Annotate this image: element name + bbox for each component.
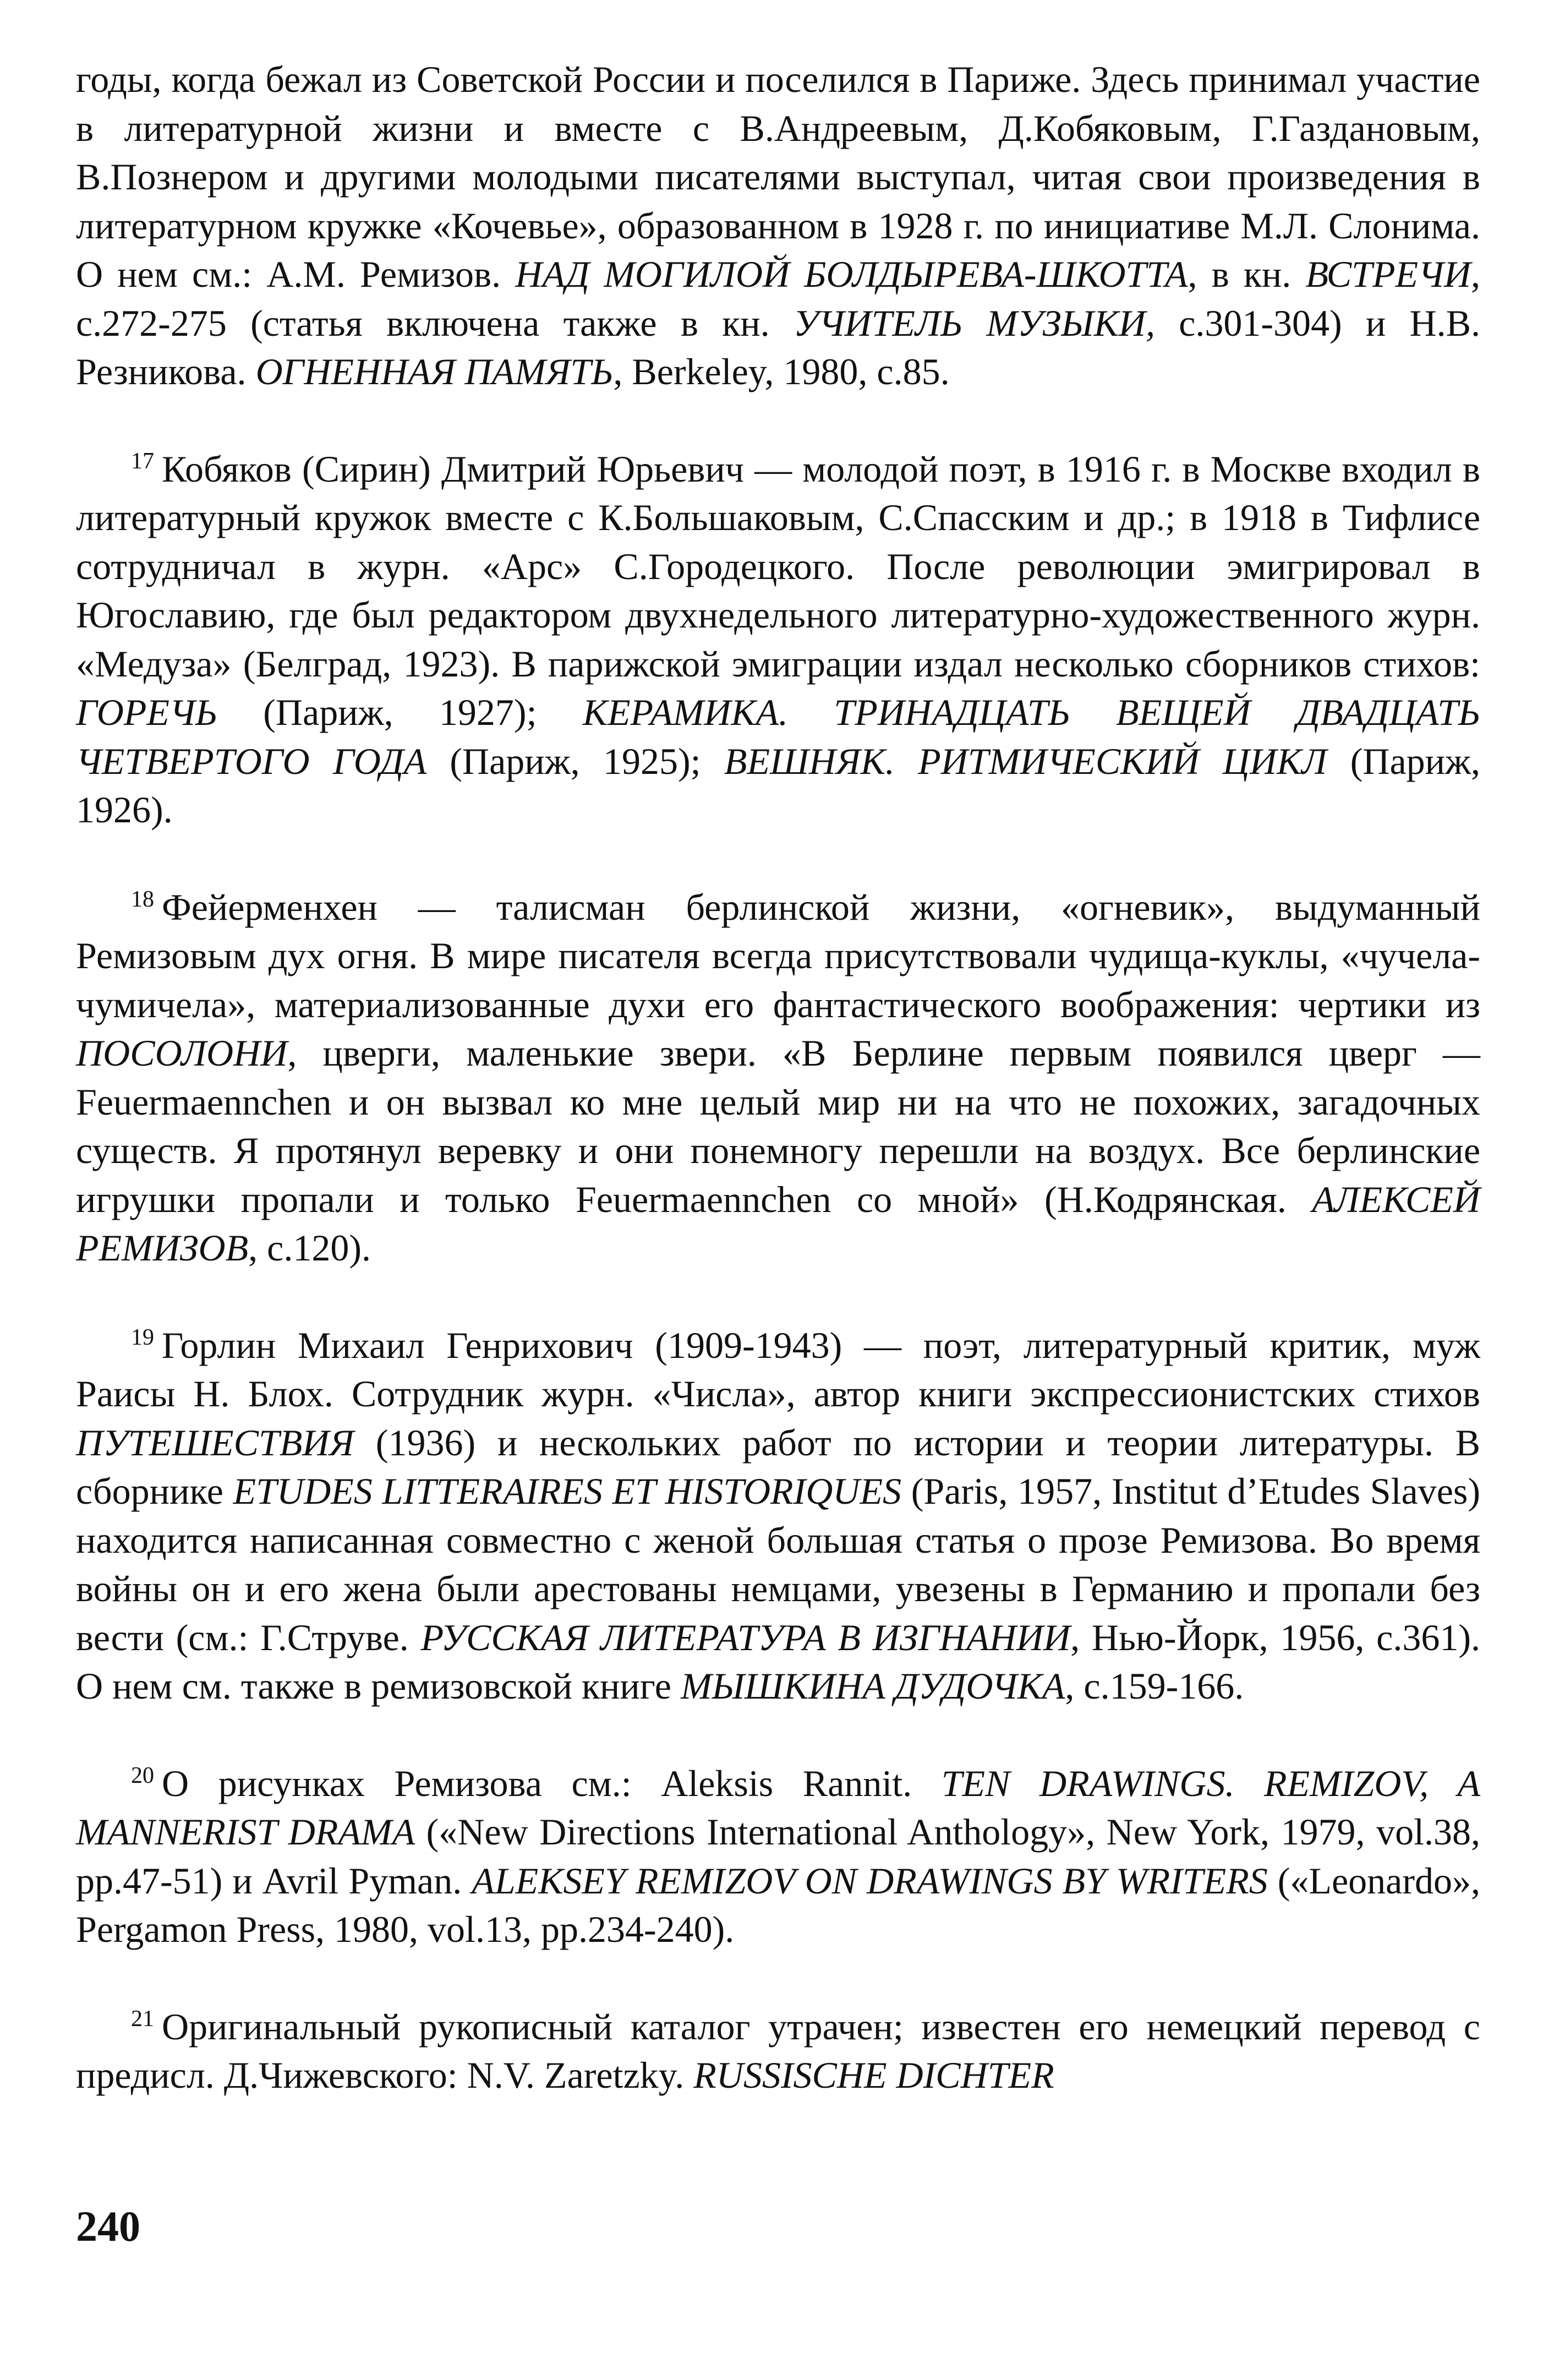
text-segment: , с.120).: [248, 1227, 371, 1269]
book-title: РУССКАЯ ЛИТЕРАТУРА В ИЗГНАНИИ: [420, 1616, 1071, 1658]
text-segment: (1936) и нескольких работ по истории и теории литературы. В сборнике: [76, 1421, 1480, 1512]
book-title: ВЕШНЯК. РИТМИЧЕСКИЙ ЦИКЛ: [724, 740, 1327, 782]
text-segment: Оригинальный рукописный каталог утрачен; известен его немецкий перевод с предисл. Д.Чижевского: N.V. Zaretzky.: [76, 2005, 1480, 2096]
book-title: RUSSISCHE DICHTER: [693, 2054, 1054, 2096]
text-segment: («New Directions International Anthology», New York, 1979, vol.38, pp.47-51) и Avril Pyman.: [76, 1811, 1480, 1902]
text-segment: с.301-304) и Н.В. Резникова.: [76, 302, 1481, 392]
text-segment: (Париж, 1925);: [426, 740, 724, 782]
book-title: АЛЕКСЕЙ РЕМИЗОВ: [76, 1178, 1480, 1269]
text-segment: О рисунках Ремизова см.: Aleksis Rannit.: [162, 1762, 942, 1804]
text-segment: годы, когда бежал из Советской России и поселился в Париже. Здесь принимал участие в литературной жизни и вместе с В.Андреевым, Д.Кобяковым, Г.Газдановым, В.Познером и другими молодыми писателями выступал, читая свои произведения в литературном кружке «Кочевье», образованном в 1928 г. по инициативе М.Л. Слонима. О нем см.: А.М. Ремизов.: [76, 58, 1480, 295]
footnote-number: 21: [131, 2006, 154, 2032]
footnote-19: [76, 1321, 1480, 1711]
book-title: МЫШКИНА ДУДОЧКА: [681, 1665, 1065, 1707]
footnote-number: 20: [131, 1762, 154, 1788]
page-number: 240: [76, 2202, 140, 2250]
footnote-number: 17: [131, 448, 154, 474]
book-title: ГОРЕЧЬ: [76, 691, 217, 733]
book-title: ETUDES LITTERAIRES ET HISTORIQUES: [233, 1470, 901, 1512]
text-segment: , цверги, маленькие звери. «В Берлине первым появился цверг — Feuermaennchen и он вызвал ко мне целый мир ни на что не похожих, загадочных существ. Я протянул веревку и они понемногу перешли на воздух. Все берлинские игрушки пропали и только Feuermaennchen со мной» (Н.Кодрянская.: [76, 1032, 1480, 1220]
text-segment: (Париж, 1927);: [217, 691, 583, 733]
book-title: УЧИТЕЛЬ МУЗЫКИ,: [793, 302, 1155, 344]
book-title: ПОСОЛОНИ: [76, 1032, 288, 1074]
footnote-20: [76, 1759, 1480, 1954]
text-segment: , Нью-Йорк, 1956, с.361). О нем см. также в ремизовской книге: [76, 1616, 1480, 1707]
footnote-17: [76, 445, 1480, 834]
book-title: TEN DRAWINGS. REMIZOV, A MANNERIST DRAMA: [76, 1762, 1481, 1853]
text-segment: («Leonardo», Pergamon Press, 1980, vol.13, pp.234-240).: [76, 1859, 1480, 1950]
footnote-continuation: [76, 55, 1480, 396]
footnote-number: 18: [131, 886, 154, 912]
page-text: [76, 55, 1480, 2100]
text-segment: (Париж, 1926).: [76, 740, 1481, 831]
text-segment: Кобяков (Сирин) Дмитрий Юрьевич — молодой поэт, в 1916 г. в Москве входил в литературный кружок вместе с К.Большаковым, С.Спасским и др.; в 1918 в Тифлисе сотрудничал в журн. «Арс» С.Городецкого. После революции эмигрировал в Югославию, где был редактором двухнедельного литературно-художественного журн. «Медуза» (Белград, 1923). В парижской эмиграции издал несколько сборников стихов:: [76, 447, 1480, 685]
footnote-18: [76, 883, 1480, 1273]
text-segment: , в кн.: [1188, 253, 1306, 295]
text-segment: , с.159-166.: [1065, 1665, 1244, 1707]
book-title: НАД МОГИЛОЙ БОЛДЫРЕВА-ШКОТТА: [515, 253, 1188, 295]
footnote-number: 19: [131, 1324, 154, 1350]
footnote-21: [76, 2002, 1480, 2100]
book-title: КЕРАМИКА. ТРИНАДЦАТЬ ВЕЩЕЙ ДВАДЦАТЬ ЧЕТВЕРТОГО ГОДА: [76, 691, 1480, 782]
book-title: ОГНЕННАЯ ПАМЯТЬ: [255, 351, 614, 392]
text-segment: , с.272-275 (статья включена также в кн.: [76, 253, 1480, 344]
book-title: ВСТРЕЧИ: [1305, 253, 1471, 295]
text-segment: Горлин Михаил Генрихович (1909-1943) — поэт, литературный критик, муж Раисы Н. Блох. Сотрудник журн. «Числа», автор книги экспрессионистских стихов: [76, 1324, 1480, 1415]
text-segment: (Paris, 1957, Institut d’Etudes Slaves) находится написанная совместно с женой большая статья о прозе Ремизова. Во время войны он и его жена были арестованы немцами, увезены в Германию и пропали без вести (см.: Г.Струве.: [76, 1470, 1480, 1658]
text-segment: Фейерменхен — талисман берлинской жизни, «огневик», выдуманный Ремизовым дух огня. В мире писателя всегда присутствовали чудища-куклы, «чучела-чумичела», материализованные духи его фантастического воображения: чертики из: [76, 886, 1480, 1025]
book-title: ALEKSEY REMIZOV ON DRAWINGS BY WRITERS: [472, 1859, 1268, 1902]
book-title: ПУТЕШЕСТВИЯ: [76, 1421, 354, 1464]
text-segment: , Berkeley, 1980, с.85.: [613, 351, 950, 392]
